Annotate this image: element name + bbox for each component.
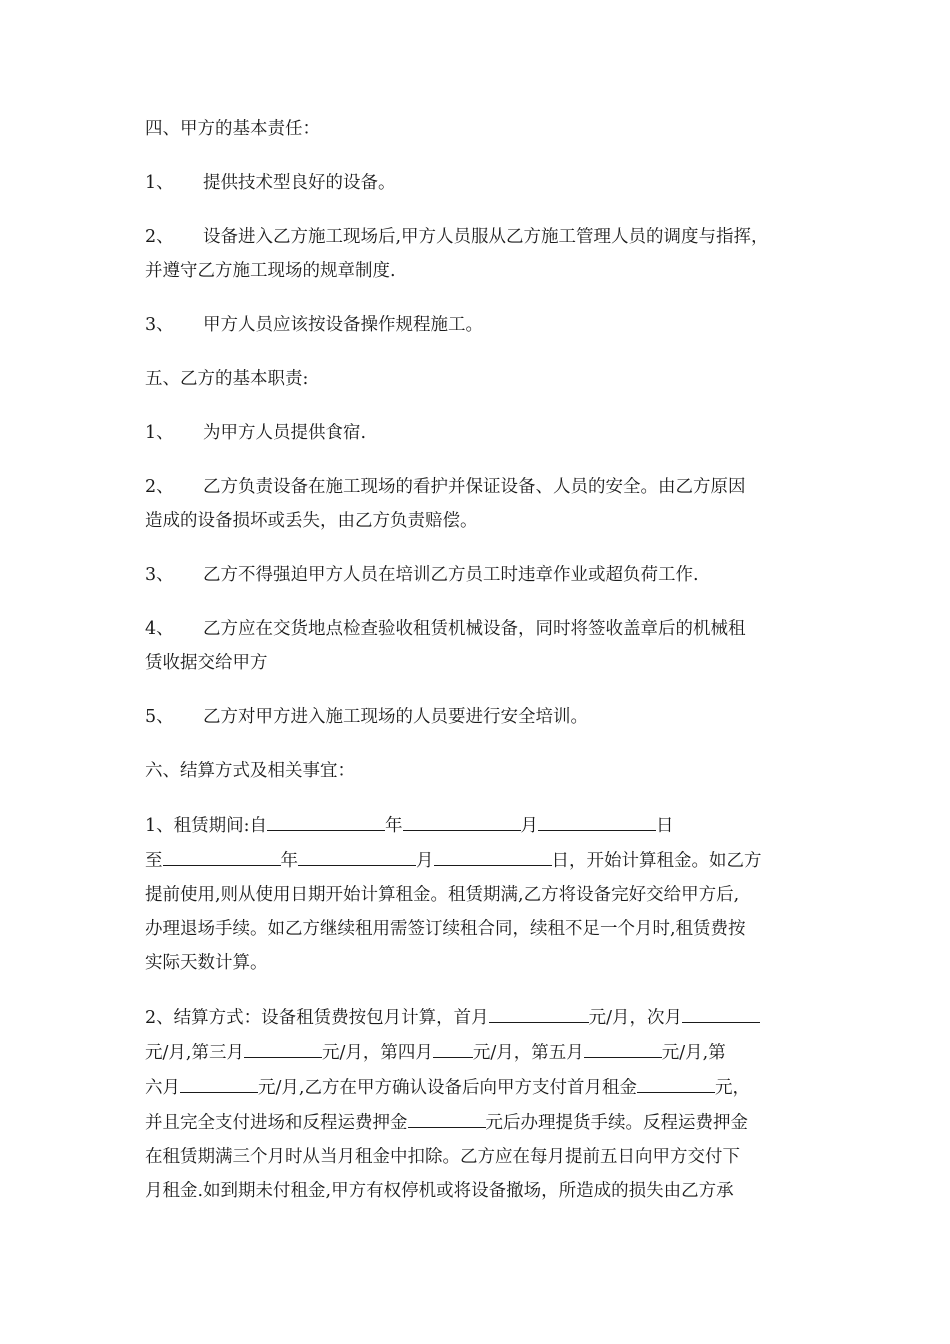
fill-blank-third-month-fee[interactable] bbox=[244, 1035, 322, 1058]
item-text: 甲方人员应该按设备操作规程施工。 bbox=[203, 315, 483, 335]
item-text: 乙方对甲方进入施工现场的人员要进行安全培训。 bbox=[203, 707, 588, 727]
section-5-item-3 bbox=[145, 558, 807, 592]
to-label: 至 bbox=[145, 851, 163, 871]
lease-period-line-5: 实际天数计算。 bbox=[145, 953, 268, 973]
item-number: 4、 bbox=[145, 619, 174, 639]
fill-blank-second-month-fee[interactable] bbox=[682, 1000, 760, 1023]
item-text-line-1: 设备进入乙方施工现场后,甲方人员服从乙方施工管理人员的调度与指挥， bbox=[203, 227, 769, 247]
settlement-text-h: 元/月,乙方在甲方确认设备后向甲方支付首月租金 bbox=[258, 1078, 637, 1098]
settlement-text-a: 2、结算方式：设备租赁费按包月计算，首月 bbox=[145, 1008, 489, 1028]
item-text-line-1: 乙方应在交货地点检查验收租赁机械设备，同时将签收盖章后的机械租 bbox=[203, 619, 746, 639]
item-number: 1、 bbox=[145, 423, 174, 443]
section-5-item-2 bbox=[145, 470, 807, 538]
settlement-line-6: 在租赁期满三个月时从当月租金中扣除。乙方应在每月提前五日向甲方交付下 bbox=[145, 1147, 740, 1167]
lease-period-line-2-text: 日，开始计算租金。如乙方 bbox=[551, 851, 762, 871]
document-page bbox=[145, 112, 807, 1208]
settlement-text-i: 元， bbox=[714, 1078, 750, 1098]
year-label: 年 bbox=[385, 816, 403, 836]
item-text: 为甲方人员提供食宿. bbox=[203, 423, 367, 443]
fill-blank-fifth-month-fee[interactable] bbox=[584, 1035, 662, 1058]
fill-blank-start-month[interactable] bbox=[403, 808, 521, 831]
lease-period-lead: 1、租赁期间:自 bbox=[145, 816, 268, 836]
fill-blank-end-year[interactable] bbox=[163, 843, 281, 866]
section-5-item-4 bbox=[145, 612, 807, 680]
section-5-heading: 五、乙方的基本职责: bbox=[145, 369, 309, 389]
year-label: 年 bbox=[280, 851, 298, 871]
item-number: 3、 bbox=[145, 315, 174, 335]
fill-blank-sixth-month-fee[interactable] bbox=[180, 1070, 258, 1093]
fill-blank-end-month[interactable] bbox=[298, 843, 416, 866]
fill-blank-first-month-fee[interactable] bbox=[489, 1000, 589, 1023]
section-5-item-5 bbox=[145, 700, 807, 734]
section-6-heading: 六、结算方式及相关事宜： bbox=[145, 761, 355, 781]
lease-period-line-4: 办理退场手续。如乙方继续租用需签订续租合同，续租不足一个月时,租赁费按 bbox=[145, 919, 746, 939]
settlement-text-k: 元后办理提货手续。反程运费押金 bbox=[485, 1113, 748, 1133]
fill-blank-start-day[interactable] bbox=[538, 808, 656, 831]
fill-blank-start-year[interactable] bbox=[267, 808, 385, 831]
lease-period-line-3: 提前使用,则从使用日期开始计算租金。租赁期满,乙方将设备完好交给甲方后, bbox=[145, 885, 740, 905]
item-number: 2、 bbox=[145, 477, 174, 497]
fill-blank-end-day[interactable] bbox=[434, 843, 552, 866]
settlement-text-g: 六月 bbox=[145, 1078, 180, 1098]
settlement-text-f: 元/月,第 bbox=[661, 1043, 726, 1063]
item-text-line-1: 乙方负责设备在施工现场的看护并保证设备、人员的安全。由乙方原因 bbox=[203, 477, 746, 497]
item-text-line-2: 赁收据交给甲方 bbox=[145, 653, 268, 673]
item-number: 5、 bbox=[145, 707, 174, 727]
item-text: 乙方不得强迫甲方人员在培训乙方员工时违章作业或超负荷工作. bbox=[203, 565, 699, 585]
fill-blank-freight-deposit[interactable] bbox=[408, 1105, 486, 1128]
item-number: 3、 bbox=[145, 565, 174, 585]
settlement-text-e: 元/月，第五月 bbox=[472, 1043, 584, 1063]
lease-period-paragraph bbox=[145, 808, 807, 980]
fill-blank-first-rent-payment[interactable] bbox=[637, 1070, 715, 1093]
section-4-heading: 四、甲方的基本责任： bbox=[145, 119, 320, 139]
settlement-text-c: 元/月,第三月 bbox=[145, 1043, 244, 1063]
section-4-item-2 bbox=[145, 220, 807, 288]
section-4-item-1 bbox=[145, 166, 807, 200]
item-text-line-2: 并遵守乙方施工现场的规章制度. bbox=[145, 261, 396, 281]
item-text: 提供技术型良好的设备。 bbox=[203, 173, 396, 193]
section-5-item-1 bbox=[145, 416, 807, 450]
item-number: 2、 bbox=[145, 227, 174, 247]
settlement-text-d: 元/月，第四月 bbox=[321, 1043, 433, 1063]
item-text-line-2: 造成的设备损坏或丢失，由乙方负责赔偿。 bbox=[145, 511, 478, 531]
settlement-paragraph bbox=[145, 1000, 807, 1208]
month-label: 月 bbox=[416, 851, 434, 871]
day-label: 日 bbox=[656, 816, 674, 836]
fill-blank-fourth-month-fee[interactable] bbox=[433, 1035, 473, 1058]
settlement-text-j: 并且完全支付进场和反程运费押金 bbox=[145, 1113, 408, 1133]
settlement-text-b: 元/月，次月 bbox=[588, 1008, 683, 1028]
item-number: 1、 bbox=[145, 173, 174, 193]
settlement-line-7: 月租金.如到期未付租金,甲方有权停机或将设备撤场，所造成的损失由乙方承 bbox=[145, 1181, 734, 1201]
section-4-item-3 bbox=[145, 308, 807, 342]
month-label: 月 bbox=[520, 816, 539, 836]
